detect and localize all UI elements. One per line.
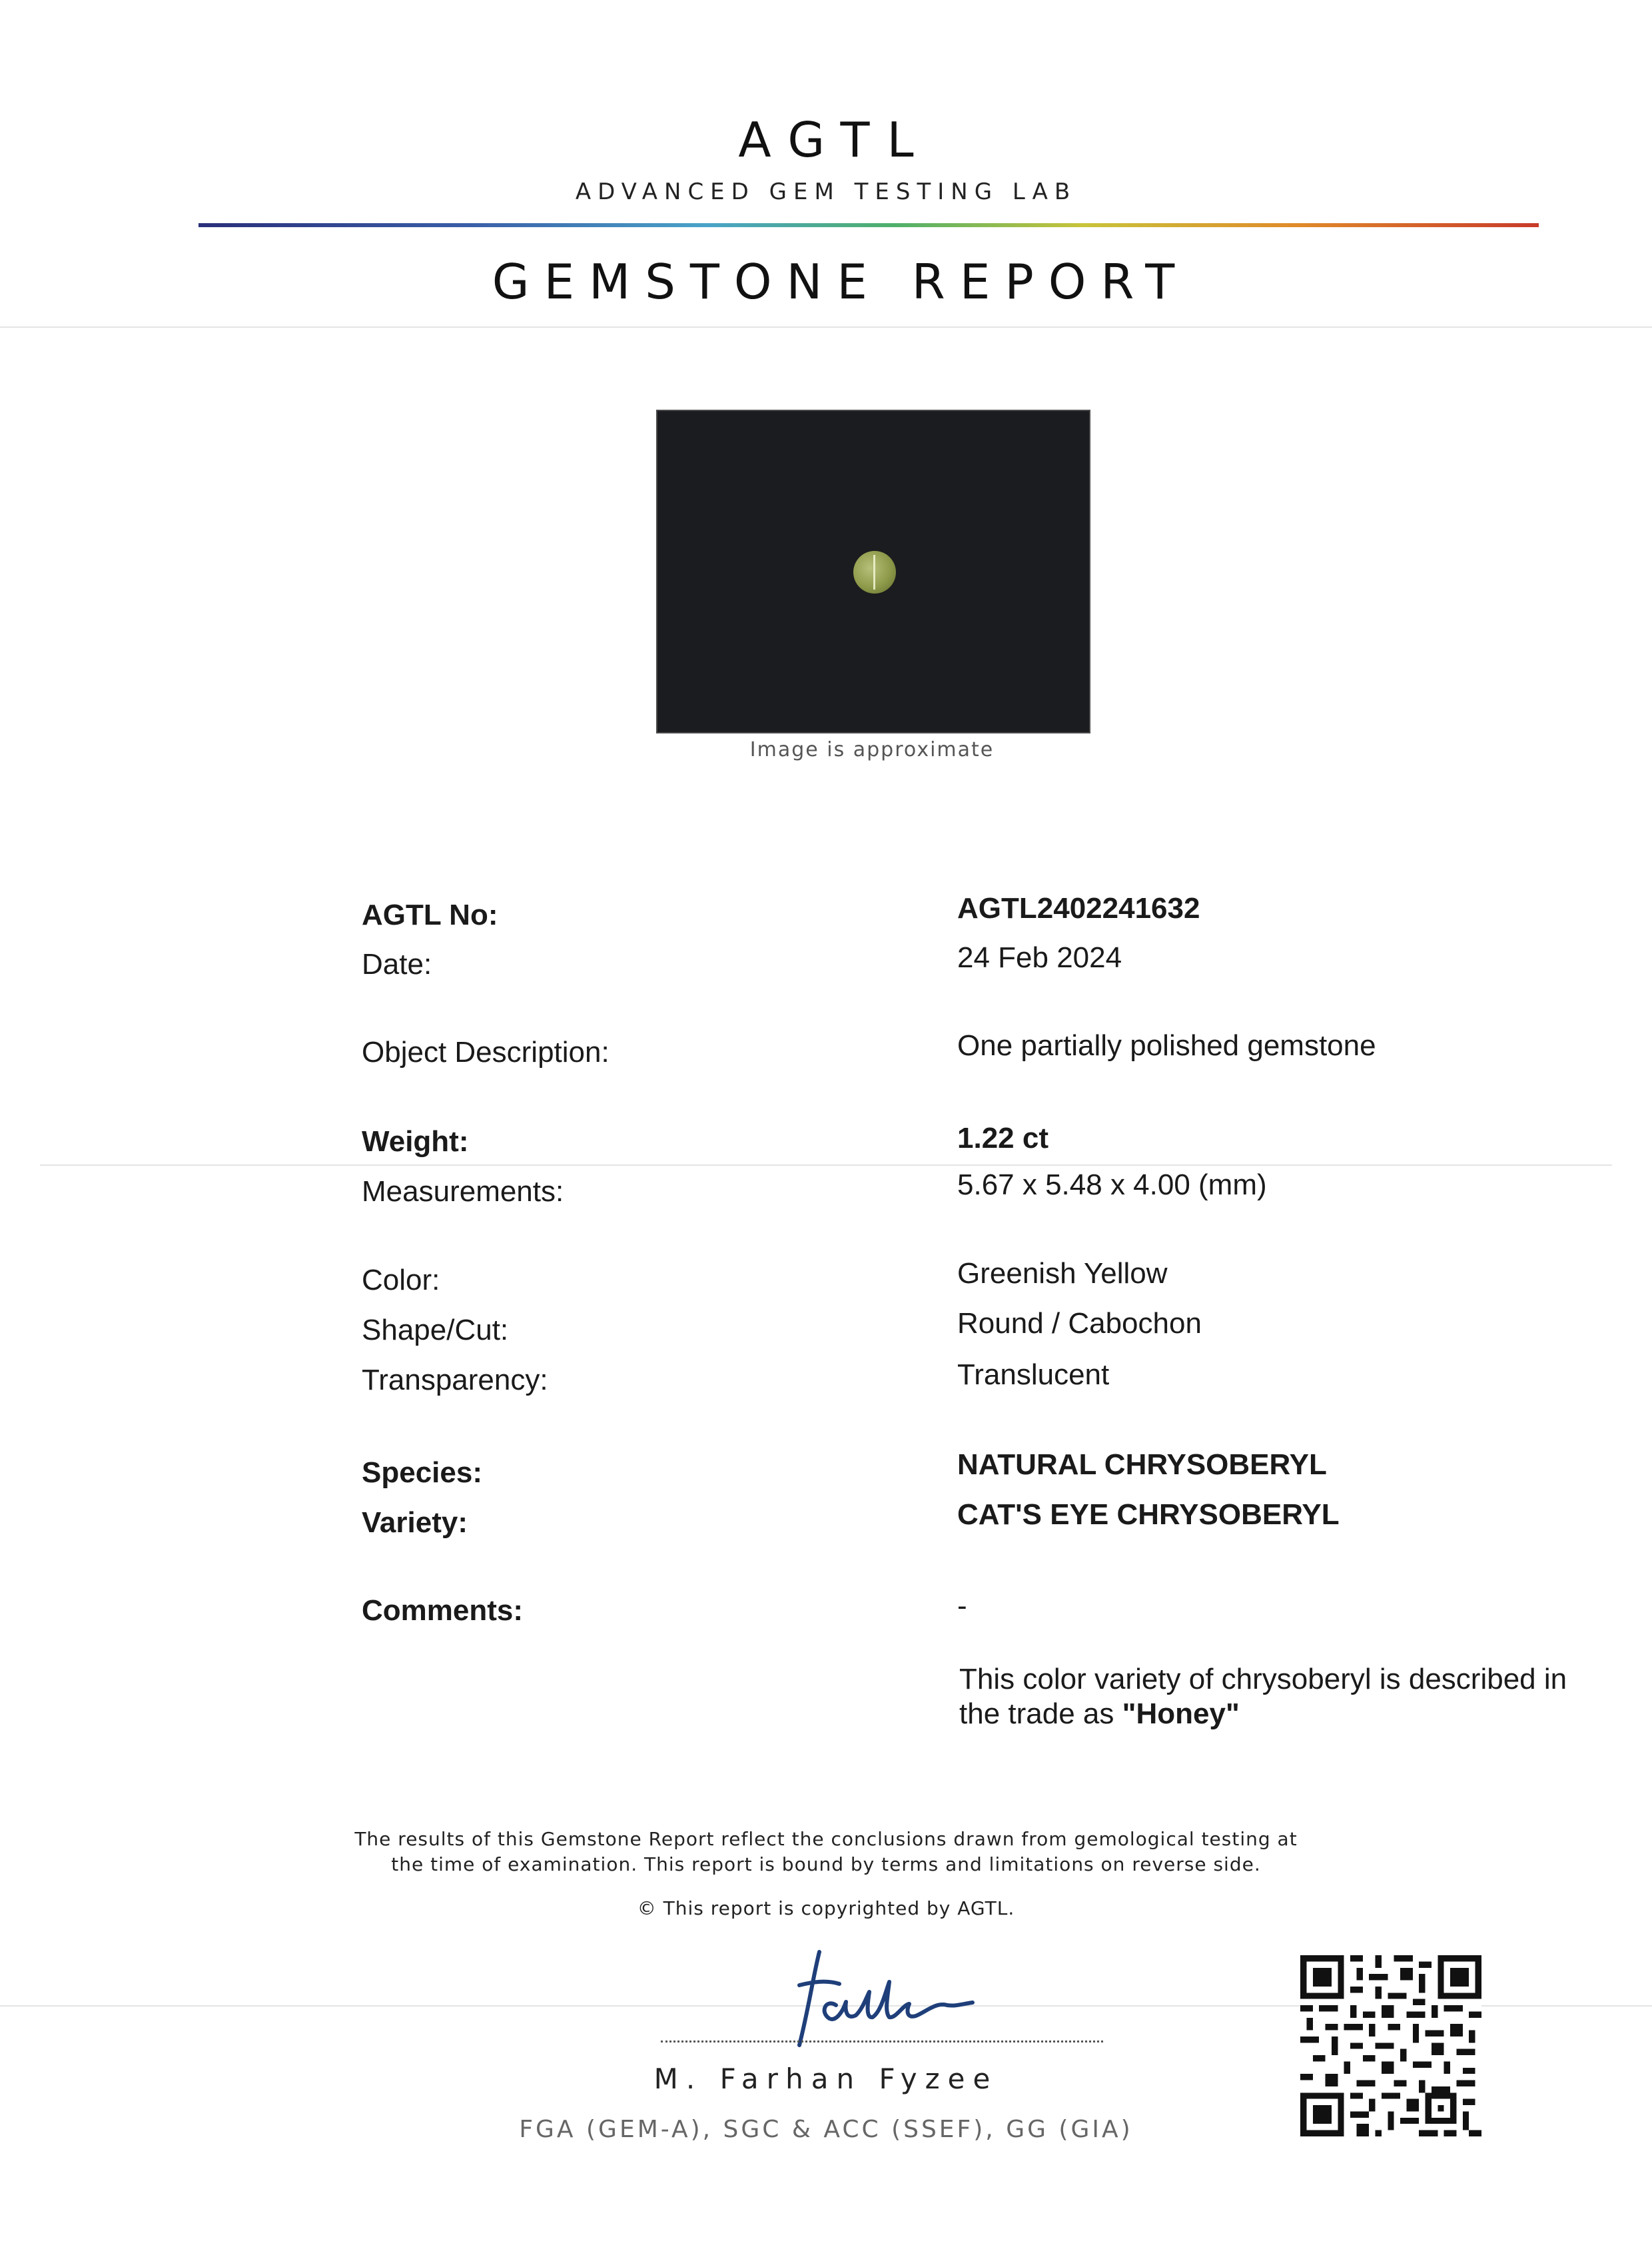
comments-value: - [957, 1589, 967, 1622]
measurements-label: Measurements: [362, 1175, 564, 1208]
gemstone-photo [656, 410, 1090, 733]
variety-label: Variety: [362, 1506, 468, 1539]
lab-logo: AGTL [738, 112, 931, 168]
variety-value: CAT'S EYE CHRYSOBERYL [957, 1498, 1340, 1531]
shape-cut-value: Round / Cabochon [957, 1307, 1202, 1340]
copyright-notice: © This report is copyrighted by AGTL. [637, 1897, 1015, 1919]
lab-name: ADVANCED GEM TESTING LAB [575, 179, 1077, 205]
comment-note-text: This color variety of chrysoberyl is described in the trade as [959, 1663, 1567, 1730]
disclaimer [0, 1827, 1652, 1877]
transparency-value: Translucent [957, 1358, 1110, 1391]
date-label: Date: [362, 948, 432, 981]
qr-code [1300, 1955, 1481, 2136]
disclaimer-line: The results of this Gemstone Report reflect the conclusions drawn from gemological testing at [354, 1828, 1298, 1850]
object-description-label: Object Description: [362, 1036, 610, 1069]
object-description-value: One partially polished gemstone [957, 1029, 1376, 1062]
comment-note-highlight: "Honey" [1122, 1697, 1240, 1730]
agtl-no-label: AGTL No: [362, 899, 498, 931]
scan-fold-line [40, 1164, 1612, 1166]
comment-note [959, 1662, 1585, 1731]
weight-value: 1.22 ct [957, 1122, 1048, 1154]
color-label: Color: [362, 1264, 440, 1296]
scan-fold-line [0, 326, 1652, 328]
report-header [0, 113, 1652, 205]
signature [773, 1945, 986, 2052]
weight-label: Weight: [362, 1125, 469, 1158]
species-label: Species: [362, 1456, 482, 1489]
species-value: NATURAL CHRYSOBERYL [957, 1448, 1327, 1481]
signer-name: M. Farhan Fyzee [653, 2062, 999, 2095]
gemstone [853, 551, 896, 594]
date-value: 24 Feb 2024 [957, 941, 1122, 974]
comments-label: Comments: [362, 1594, 524, 1627]
signature-line [661, 2040, 1103, 2042]
spectrum-divider [199, 223, 1539, 227]
agtl-no-value: AGTL2402241632 [957, 892, 1200, 925]
transparency-label: Transparency: [362, 1364, 548, 1396]
measurements-value: 5.67 x 5.48 x 4.00 (mm) [957, 1168, 1267, 1201]
report-title: GEMSTONE REPORT [492, 254, 1190, 310]
color-value: Greenish Yellow [957, 1257, 1168, 1290]
shape-cut-label: Shape/Cut: [362, 1314, 509, 1346]
image-caption: Image is approximate [749, 738, 995, 761]
signer-credentials: FGA (GEM-A), SGC & ACC (SSEF), GG (GIA) [519, 2116, 1133, 2143]
disclaimer-line: the time of examination. This report is bound by terms and limitations on reverse side. [391, 1853, 1261, 1875]
